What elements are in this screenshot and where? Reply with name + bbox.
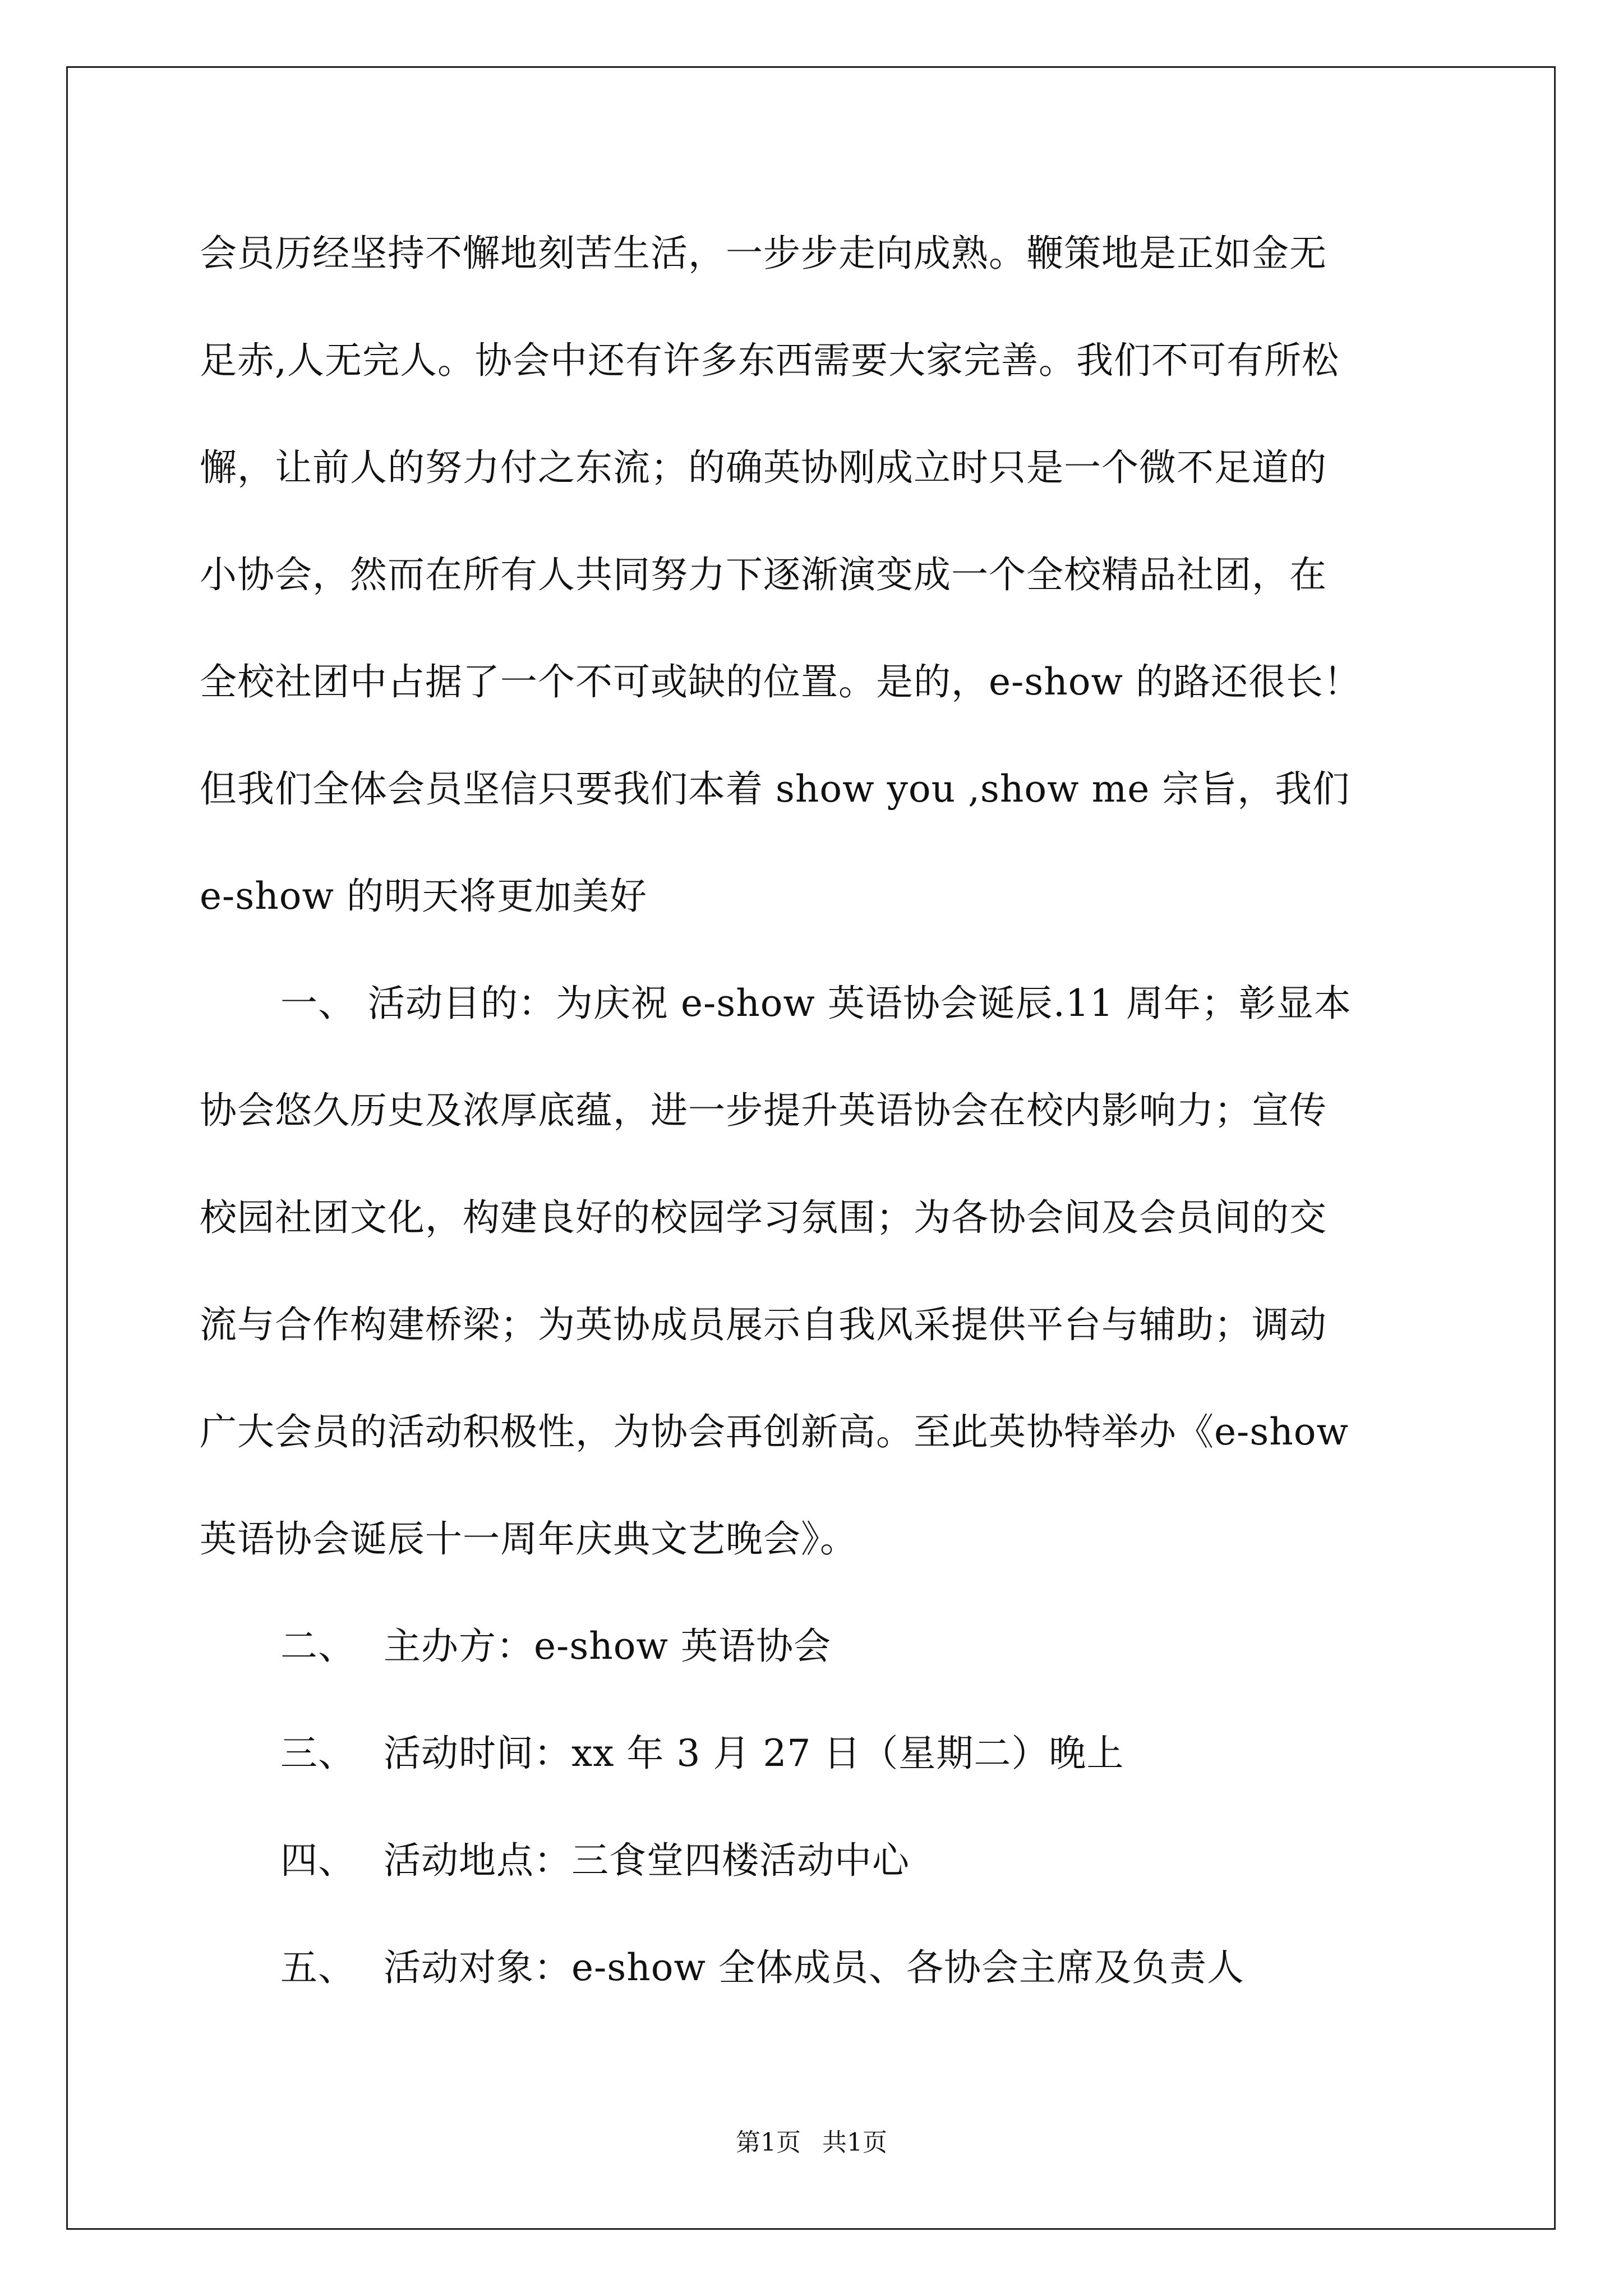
page-border	[66, 66, 1556, 2230]
list-item-time	[280, 1731, 1124, 1776]
purpose-line-5: 广大会员的活动积极性，为协会再创新高。至此英协特举办《e-show	[200, 1410, 1349, 1453]
intro-line-6: 但我们全体会员坚信只要我们本着 show you ,show me 宗旨，我们	[200, 767, 1350, 811]
list-item-label: 二、	[280, 1625, 356, 1668]
list-item-audience	[280, 1945, 1244, 1990]
page-total: 共1页	[822, 2128, 887, 2157]
list-item-text: 主办方：e-show 英语协会	[384, 1625, 831, 1668]
list-item-label: 四、	[280, 1839, 356, 1882]
intro-line-2: 足赤,人无完人。协会中还有许多东西需要大家完善。我们不可有所松	[200, 339, 1339, 382]
list-item-organizer	[280, 1624, 831, 1669]
list-item-label: 三、	[280, 1732, 356, 1775]
purpose-line-3: 校园社团文化，构建良好的校园学习氛围；为各协会间及会员间的交	[200, 1196, 1327, 1239]
page-footer	[0, 2126, 1623, 2160]
purpose-line-4: 流与合作构建桥梁；为英协成员展示自我风采提供平台与辅助；调动	[200, 1303, 1327, 1346]
intro-line-3: 懈，让前人的努力付之东流；的确英协刚成立时只是一个微不足道的	[200, 446, 1327, 489]
list-item-label: 五、	[280, 1946, 356, 1989]
intro-line-4: 小协会，然而在所有人共同努力下逐渐演变成一个全校精品社团，在	[200, 553, 1327, 596]
list-item-text: 活动对象：e-show 全体成员、各协会主席及负责人	[384, 1946, 1244, 1989]
purpose-line-1: 一、 活动目的：为庆祝 e-show 英语协会诞辰.11 周年；彰显本	[280, 982, 1352, 1025]
list-item-text: 活动时间：xx 年 3 月 27 日（星期二）晚上	[384, 1732, 1124, 1775]
list-item-text: 活动地点：三食堂四楼活动中心	[384, 1839, 910, 1882]
purpose-line-6: 英语协会诞辰十一周年庆典文艺晚会》。	[200, 1517, 857, 1561]
list-item-location	[280, 1838, 910, 1883]
intro-line-1: 会员历经坚持不懈地刻苦生活，一步步走向成熟。鞭策地是正如金无	[200, 232, 1327, 275]
intro-line-7: e-show 的明天将更加美好	[200, 875, 647, 918]
page-number: 第1页	[736, 2128, 801, 2157]
intro-line-5: 全校社团中占据了一个不可或缺的位置。是的，e-show 的路还很长！	[200, 660, 1361, 703]
purpose-line-2: 协会悠久历史及浓厚底蕴，进一步提升英语协会在校内影响力；宣传	[200, 1089, 1327, 1132]
